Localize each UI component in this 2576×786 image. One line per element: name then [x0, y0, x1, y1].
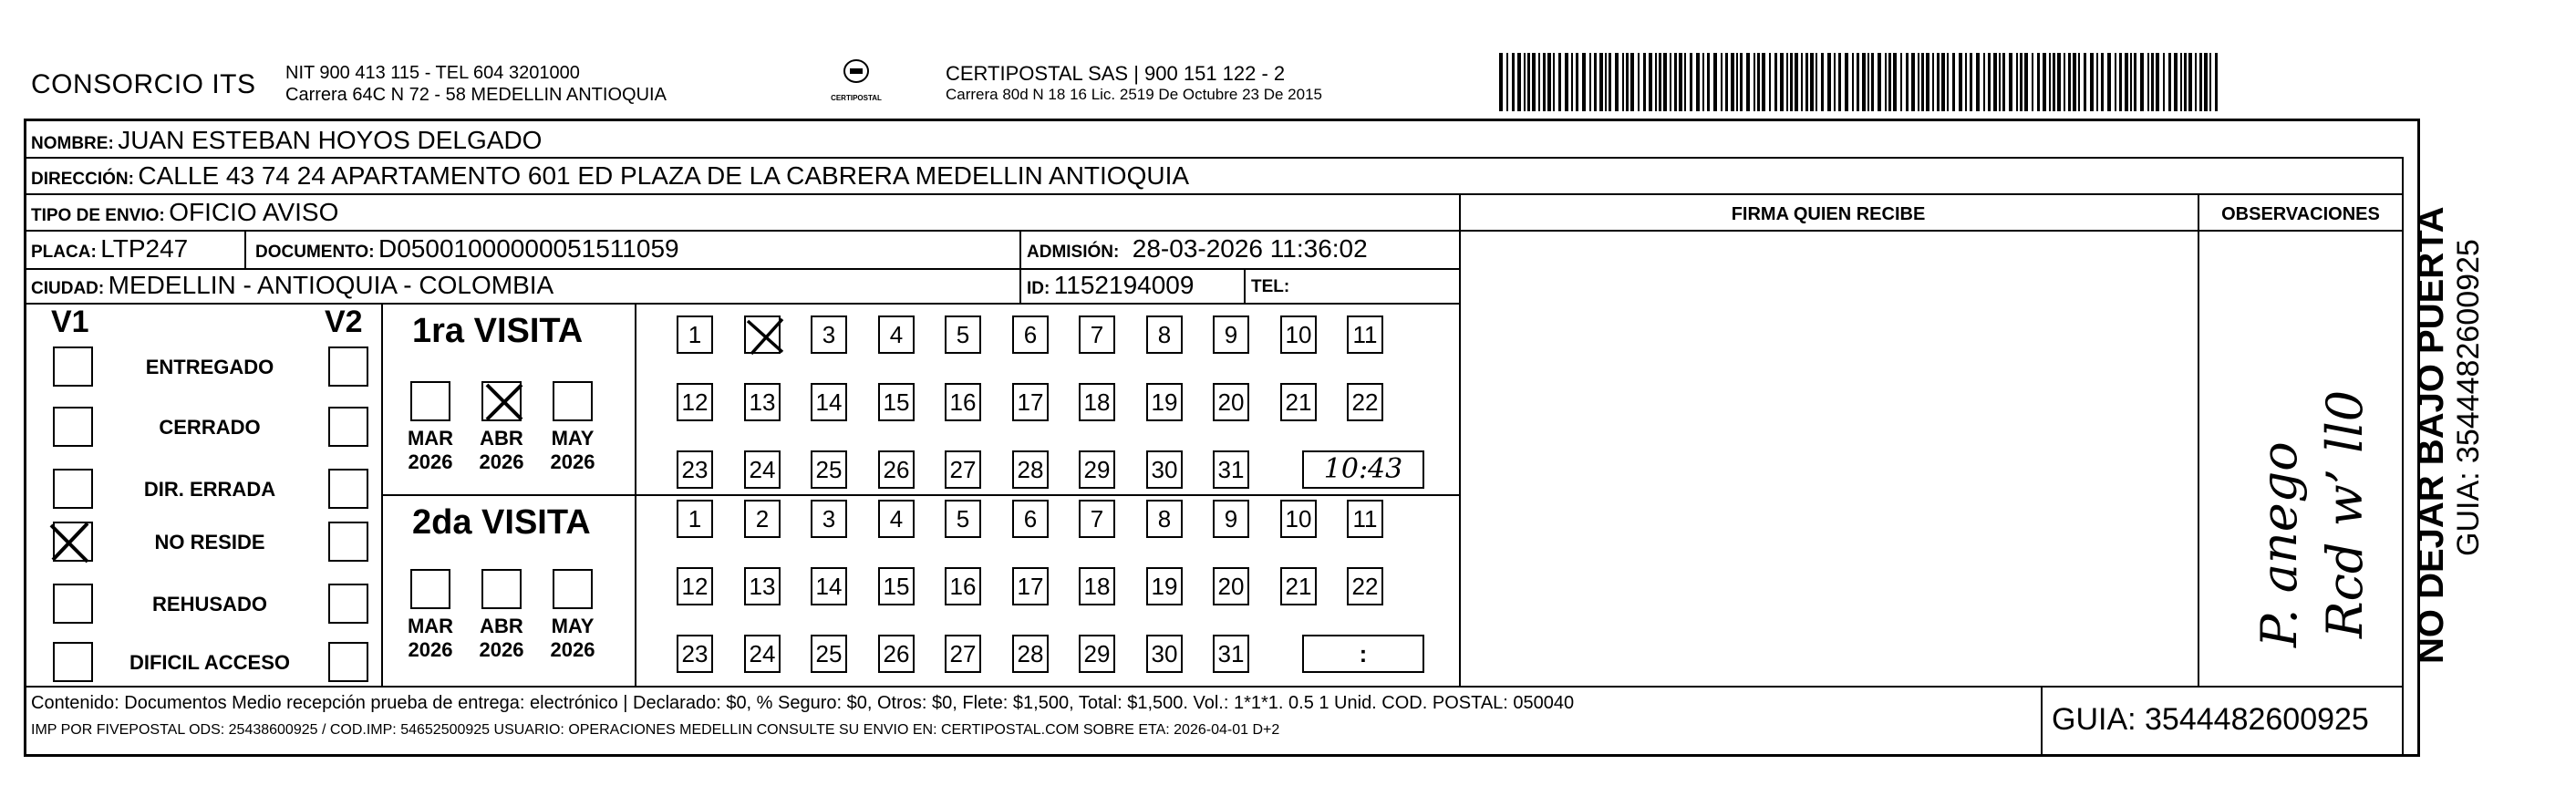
direccion-row [31, 161, 1189, 191]
barcode-bar [2078, 53, 2080, 111]
day-box[interactable]: 22 [1347, 383, 1383, 421]
nombre-label: NOMBRE: [31, 134, 114, 153]
day-box[interactable]: 30 [1146, 635, 1183, 673]
v1-checkbox[interactable] [53, 407, 93, 447]
tel-label: TEL: [1251, 277, 1290, 296]
barcode-bar [1918, 53, 1919, 111]
barcode-bar [1670, 53, 1671, 111]
certipostal-address: Carrera 80d N 18 16 Lic. 2519 De Octubre 23 De 2015 [946, 86, 1322, 103]
day-box[interactable]: 8 [1146, 500, 1183, 538]
barcode-bar [2119, 53, 2122, 111]
side-guia: GUIA: 3544482600925 [2451, 239, 2486, 556]
barcode-bar [1774, 53, 1777, 111]
tipo-label: TIPO DE ENVIO: [31, 206, 165, 225]
v1-header: V1 [51, 305, 89, 339]
certipostal-line: CERTIPOSTAL SAS | 900 151 122 - 2 [946, 62, 1286, 85]
day-box[interactable]: 17 [1012, 567, 1049, 605]
visit2-title: 2da VISITA [412, 503, 591, 542]
day-box[interactable]: 4 [878, 315, 915, 354]
firma-header: FIRMA QUIEN RECIBE [1731, 204, 1926, 224]
month-checkbox[interactable] [410, 569, 450, 609]
barcode-bar [1558, 53, 1561, 111]
brand-name: CONSORCIO ITS [31, 69, 256, 99]
admision-value: 28-03-2026 11:36:02 [1132, 234, 1368, 263]
v1-checkbox[interactable] [53, 469, 93, 509]
barcode-bar [1862, 53, 1866, 111]
barcode-bar [1532, 53, 1536, 111]
observation-handwriting-1: P. anego [2250, 441, 2308, 647]
day-box[interactable]: 9 [1213, 315, 1249, 354]
day-box[interactable]: 1 [677, 315, 713, 354]
barcode-bar [1932, 53, 1934, 111]
day-box[interactable]: 20 [1213, 383, 1249, 421]
day-box[interactable]: 26 [878, 635, 915, 673]
barcode-bar [1852, 53, 1854, 111]
barcode-bar [1965, 53, 1967, 111]
day-box[interactable]: 18 [1079, 567, 1115, 605]
divider [24, 303, 1459, 305]
observation-handwriting-2: Rcd w’ ll0 [2316, 389, 2374, 638]
barcode-bar [1816, 53, 1817, 111]
documento-value: D05001000000051511059 [378, 234, 679, 263]
logo-icon [838, 57, 874, 89]
day-box[interactable]: 25 [811, 635, 847, 673]
visit1-time-box [1302, 450, 1424, 489]
visit1-title: 1ra VISITA [412, 312, 584, 350]
day-box[interactable]: 19 [1146, 383, 1183, 421]
barcode-bar [2016, 53, 2018, 111]
barcode-bar [1921, 53, 1924, 111]
day-box[interactable]: 2 [744, 500, 781, 538]
day-box[interactable]: 8 [1146, 315, 1183, 354]
company-info [285, 62, 667, 106]
barcode-bar [1952, 53, 1955, 111]
visit1-time-handwritten: 10:43 [1323, 453, 1403, 485]
placa-row [31, 234, 188, 264]
barcode-bar [2174, 53, 2178, 111]
direccion-label: DIRECCIÓN: [31, 170, 134, 189]
barcode-bar [1547, 53, 1551, 111]
visit1-month-check-mark [483, 381, 525, 423]
barcode-bar [1615, 53, 1619, 111]
barcode-bar [1527, 53, 1530, 111]
barcode-bar [2053, 53, 2055, 111]
v2-checkbox[interactable] [328, 407, 368, 447]
barcode-bar [1871, 53, 1874, 111]
day-box[interactable]: 7 [1079, 315, 1115, 354]
barcode-bar [2151, 53, 2154, 111]
divider [2198, 193, 2199, 686]
divider [24, 193, 2402, 195]
day-box[interactable]: 26 [878, 450, 915, 489]
barcode-bar [1589, 53, 1591, 111]
barcode-bar [2002, 53, 2005, 111]
day-box[interactable]: 31 [1213, 635, 1249, 673]
barcode-bar [1599, 53, 1603, 111]
barcode-bar [1970, 53, 1972, 111]
day-box[interactable]: 23 [677, 450, 713, 489]
barcode-bar [1721, 53, 1723, 111]
barcode-bar [1885, 53, 1887, 111]
v1-checkbox[interactable] [53, 642, 93, 682]
barcode-bar [1638, 53, 1640, 111]
barcode-bar [2140, 53, 2144, 111]
day-box[interactable]: 19 [1146, 567, 1183, 605]
barcode-bar [1911, 53, 1915, 111]
day-box[interactable]: 13 [744, 383, 781, 421]
barcode-bar [2115, 53, 2116, 111]
day-box[interactable]: 12 [677, 567, 713, 605]
barcode-bar [1571, 53, 1573, 111]
barcode-bar [1810, 53, 1814, 111]
v2-checkbox[interactable] [328, 469, 368, 509]
barcode-bar [1900, 53, 1902, 111]
divider [2041, 686, 2043, 757]
barcode-bar [1684, 53, 1686, 111]
logo-text: CERTIPOSTAL [831, 94, 882, 102]
day-box[interactable]: 16 [945, 383, 981, 421]
barcode-bar [2147, 53, 2149, 111]
visit2-time: : [1359, 640, 1368, 667]
barcode-bar [1893, 53, 1897, 111]
day-box[interactable]: 14 [811, 383, 847, 421]
barcode-bar [1769, 53, 1771, 111]
certipostal-info [946, 62, 1322, 104]
ciudad-label: CIUDAD: [31, 279, 105, 298]
barcode-bar [2020, 53, 2023, 111]
barcode-bar [2096, 53, 2098, 111]
barcode-bar [1582, 53, 1586, 111]
barcode-bar [2209, 53, 2211, 111]
barcode-bar [1959, 53, 1962, 111]
barcode-bar [1594, 53, 1597, 111]
barcode-bar [1553, 53, 1555, 111]
day-box[interactable]: 29 [1079, 450, 1115, 489]
barcode-bar [1857, 53, 1859, 111]
day-box[interactable]: 13 [744, 567, 781, 605]
day-box[interactable]: 1 [677, 500, 713, 538]
day-box[interactable]: 27 [945, 635, 981, 673]
day-box[interactable]: 21 [1280, 567, 1317, 605]
barcode-bar [1713, 53, 1717, 111]
barcode-bar [1622, 53, 1624, 111]
side-warning: NO DEJAR BAJO PUERTA [2411, 206, 2451, 664]
barcode-bar [1538, 53, 1540, 111]
barcode-bar [1983, 53, 1985, 111]
barcode-bar [2090, 53, 2094, 111]
company-address: Carrera 64C N 72 - 58 MEDELLIN ANTIOQUIA [285, 85, 667, 105]
barcode-bar [2130, 53, 2132, 111]
barcode-bar [1926, 53, 1929, 111]
ciudad-row [31, 271, 553, 300]
month-label: MAR 2026 [407, 427, 454, 473]
barcode-bar [1993, 53, 1997, 111]
day-box[interactable]: 28 [1012, 450, 1049, 489]
barcode-bar [2180, 53, 2182, 111]
barcode-bar [1838, 53, 1841, 111]
month-label: ABR 2026 [479, 615, 524, 661]
barcode-bar [1663, 53, 1667, 111]
barcode-bar [1506, 53, 1508, 111]
day-box[interactable]: 29 [1079, 635, 1115, 673]
day-box[interactable]: 30 [1146, 450, 1183, 489]
barcode-bar [2195, 53, 2197, 111]
month-checkbox[interactable] [481, 569, 522, 609]
barcode-bar [1702, 53, 1704, 111]
day-box[interactable]: 10 [1280, 315, 1317, 354]
barcode-bar [2188, 53, 2192, 111]
day-box[interactable]: 23 [677, 635, 713, 673]
barcode-bar [2204, 53, 2208, 111]
barcode-bar [1731, 53, 1734, 111]
day-box[interactable]: 22 [1347, 567, 1383, 605]
documento-label: DOCUMENTO: [255, 243, 375, 262]
v2-checkbox[interactable] [328, 346, 368, 387]
tipo-value: OFICIO AVISO [169, 198, 339, 226]
tipo-row [31, 198, 338, 227]
barcode-bar [2024, 53, 2028, 111]
barcode-bar [2043, 53, 2046, 111]
day-box[interactable]: 9 [1213, 500, 1249, 538]
divider [1019, 268, 1021, 303]
month-label: ABR 2026 [479, 427, 524, 473]
barcode-bar [1845, 53, 1848, 111]
barcode-bar [1947, 53, 1949, 111]
option-label: DIR. ERRADA [143, 478, 276, 501]
barcode-bar [2156, 53, 2159, 111]
footer-contenido: Contenido: Documentos Medio recepción prueba de entrega: electrónico | Declarado: $0, % Seguro: $0, Otros: $0, Flete: $1,500, Total: $1,500. Vol.: 1*1*1. 0.5 1 Unid. COD. POSTAL: 050040 [31, 693, 1575, 713]
barcode-bar [1786, 53, 1788, 111]
barcode-bar [1679, 53, 1682, 111]
barcode-bar [2163, 53, 2165, 111]
barcode-bar [1626, 53, 1629, 111]
barcode-bar [1941, 53, 1945, 111]
month-label: MAY 2026 [550, 615, 595, 661]
day-box[interactable]: 5 [945, 500, 981, 538]
divider [1244, 268, 1246, 303]
barcode-bar [1707, 53, 1710, 111]
divider [24, 686, 2402, 688]
day-box[interactable]: 16 [945, 567, 981, 605]
divider [1459, 193, 1461, 686]
day-box[interactable]: 14 [811, 567, 847, 605]
barcode-bar [1649, 53, 1652, 111]
barcode-bar [2168, 53, 2171, 111]
option-label: CERRADO [159, 416, 261, 439]
barcode-bar [1878, 53, 1881, 111]
day-box[interactable]: 17 [1012, 383, 1049, 421]
barcode-bar [1988, 53, 1991, 111]
barcode-bar [2068, 53, 2071, 111]
barcode-bar [1609, 53, 1611, 111]
barcode-bar [1790, 53, 1793, 111]
barcode-bar [2049, 53, 2051, 111]
barcode-bar [1827, 53, 1831, 111]
barcode-bar [1524, 53, 1526, 111]
day-box[interactable]: 20 [1213, 567, 1249, 605]
barcode-bar [1801, 53, 1803, 111]
day-box[interactable]: 11 [1347, 315, 1383, 354]
barcode-bar [2125, 53, 2128, 111]
barcode-bar [2032, 53, 2033, 111]
divider [24, 230, 2402, 232]
v1-checkbox[interactable] [53, 584, 93, 624]
barcode-bar [2107, 53, 2111, 111]
v1-checkbox[interactable] [53, 346, 93, 387]
divider [2402, 157, 2404, 757]
barcode-bar [2184, 53, 2187, 111]
option-label: DIFICIL ACCESO [129, 651, 290, 674]
barcode-bar [2199, 53, 2202, 111]
id-value: 1152194009 [1053, 271, 1195, 299]
option-label: ENTREGADO [145, 356, 274, 378]
barcode-bar [1906, 53, 1909, 111]
barcode-bar [1780, 53, 1784, 111]
barcode-bar [1565, 53, 1568, 111]
option-label: NO RESIDE [154, 531, 265, 553]
day-box[interactable]: 12 [677, 383, 713, 421]
barcode-bar [1736, 53, 1738, 111]
day-box[interactable]: 15 [878, 567, 915, 605]
divider [1019, 230, 1021, 268]
barcode-bar [1867, 53, 1869, 111]
barcode-bar [1512, 53, 1515, 111]
day-box[interactable]: 10 [1280, 500, 1317, 538]
barcode-bar [1821, 53, 1824, 111]
day-box[interactable]: 24 [744, 450, 781, 489]
month-label: MAY 2026 [550, 427, 595, 473]
day-box[interactable]: 25 [811, 450, 847, 489]
barcode-bar [2009, 53, 2012, 111]
barcode-bar [1795, 53, 1798, 111]
direccion-value: CALLE 43 74 24 APARTAMENTO 601 ED PLAZA DE LA CABRERA MEDELLIN ANTIOQUIA [138, 161, 1190, 190]
divider [381, 494, 1459, 496]
v1-check-mark [46, 518, 95, 567]
barcode-bar [1659, 53, 1661, 111]
barcode-bar [1834, 53, 1836, 111]
day-box[interactable]: 3 [811, 500, 847, 538]
option-label: REHUSADO [152, 593, 267, 615]
v2-checkbox[interactable] [328, 584, 368, 624]
barcode-bar [2101, 53, 2104, 111]
barcode-bar [1999, 53, 2001, 111]
footer-imp: IMP POR FIVEPOSTAL ODS: 25438600925 / COD.IMP: 54652500925 USUARIO: OPERACIONES MEDELLIN CONSULTE SU ENVIO EN: CERTIPOSTAL.COM SOBRE ETA: 2026-04-01 D+2 [31, 722, 1280, 738]
barcode-bar [1762, 53, 1765, 111]
barcode-bar [2073, 53, 2076, 111]
barcode-bar [1888, 53, 1891, 111]
barcode-bar [2084, 53, 2086, 111]
barcode-bar [1674, 53, 1677, 111]
barcode-bar [1630, 53, 1634, 111]
day-box[interactable]: 6 [1012, 500, 1049, 538]
day-box[interactable]: 24 [744, 635, 781, 673]
month-checkbox[interactable] [553, 381, 593, 421]
visit1-day-check-mark [746, 315, 786, 357]
barcode-bar [1605, 53, 1607, 111]
visit2-time-box [1302, 635, 1424, 673]
barcode-bar [1754, 53, 1755, 111]
month-checkbox[interactable] [410, 381, 450, 421]
day-box[interactable]: 5 [945, 315, 981, 354]
barcode-bar [1690, 53, 1692, 111]
barcode-bar [2134, 53, 2136, 111]
admision-label: ADMISIÓN: [1027, 243, 1120, 262]
nombre-row [31, 126, 542, 155]
v2-checkbox[interactable] [328, 642, 368, 682]
placa-label: PLACA: [31, 243, 97, 262]
barcode-bar [1543, 53, 1546, 111]
barcode-bar [1740, 53, 1743, 111]
v2-header: V2 [325, 305, 363, 339]
barcode-bar [1976, 53, 1980, 111]
barcode-bar [1643, 53, 1646, 111]
divider [24, 157, 2402, 159]
barcode [1495, 53, 2225, 117]
barcode-bar [1725, 53, 1728, 111]
barcode-bar [1696, 53, 1700, 111]
barcode-bar [2057, 53, 2061, 111]
day-box[interactable]: 15 [878, 383, 915, 421]
day-box[interactable]: 18 [1079, 383, 1115, 421]
divider [244, 230, 246, 268]
day-box[interactable]: 11 [1347, 500, 1383, 538]
nit-line: NIT 900 413 115 - TEL 604 3201000 [285, 63, 580, 83]
id-label: ID: [1027, 279, 1050, 298]
barcode-bar [2037, 53, 2040, 111]
barcode-bar [2064, 53, 2065, 111]
admision-row [1027, 234, 1368, 264]
day-box[interactable]: 31 [1213, 450, 1249, 489]
day-box[interactable]: 4 [878, 500, 915, 538]
day-box[interactable]: 7 [1079, 500, 1115, 538]
documento-row [255, 234, 679, 264]
month-checkbox[interactable] [553, 569, 593, 609]
barcode-bar [1746, 53, 1750, 111]
ciudad-value: MEDELLIN - ANTIOQUIA - COLOMBIA [108, 271, 554, 299]
barcode-bar [1499, 53, 1503, 111]
day-box[interactable]: 3 [811, 315, 847, 354]
barcode-bar [1517, 53, 1521, 111]
day-box[interactable]: 6 [1012, 315, 1049, 354]
barcode-bar [1576, 53, 1578, 111]
barcode-bar [1655, 53, 1657, 111]
id-row [1027, 271, 1194, 300]
month-label: MAR 2026 [407, 615, 454, 661]
placa-value: LTP247 [100, 234, 189, 263]
barcode-bar [2215, 53, 2218, 111]
nombre-value: JUAN ESTEBAN HOYOS DELGADO [118, 126, 543, 154]
observaciones-header: OBSERVACIONES [2221, 204, 2380, 224]
v2-checkbox[interactable] [328, 522, 368, 562]
day-box[interactable]: 21 [1280, 383, 1317, 421]
footer-guia: GUIA: 3544482600925 [2052, 702, 2369, 737]
certipostal-logo [828, 57, 885, 111]
day-box[interactable]: 27 [945, 450, 981, 489]
barcode-bar [1937, 53, 1940, 111]
barcode-bar [1805, 53, 1808, 111]
day-box[interactable]: 28 [1012, 635, 1049, 673]
barcode-bar [1757, 53, 1760, 111]
